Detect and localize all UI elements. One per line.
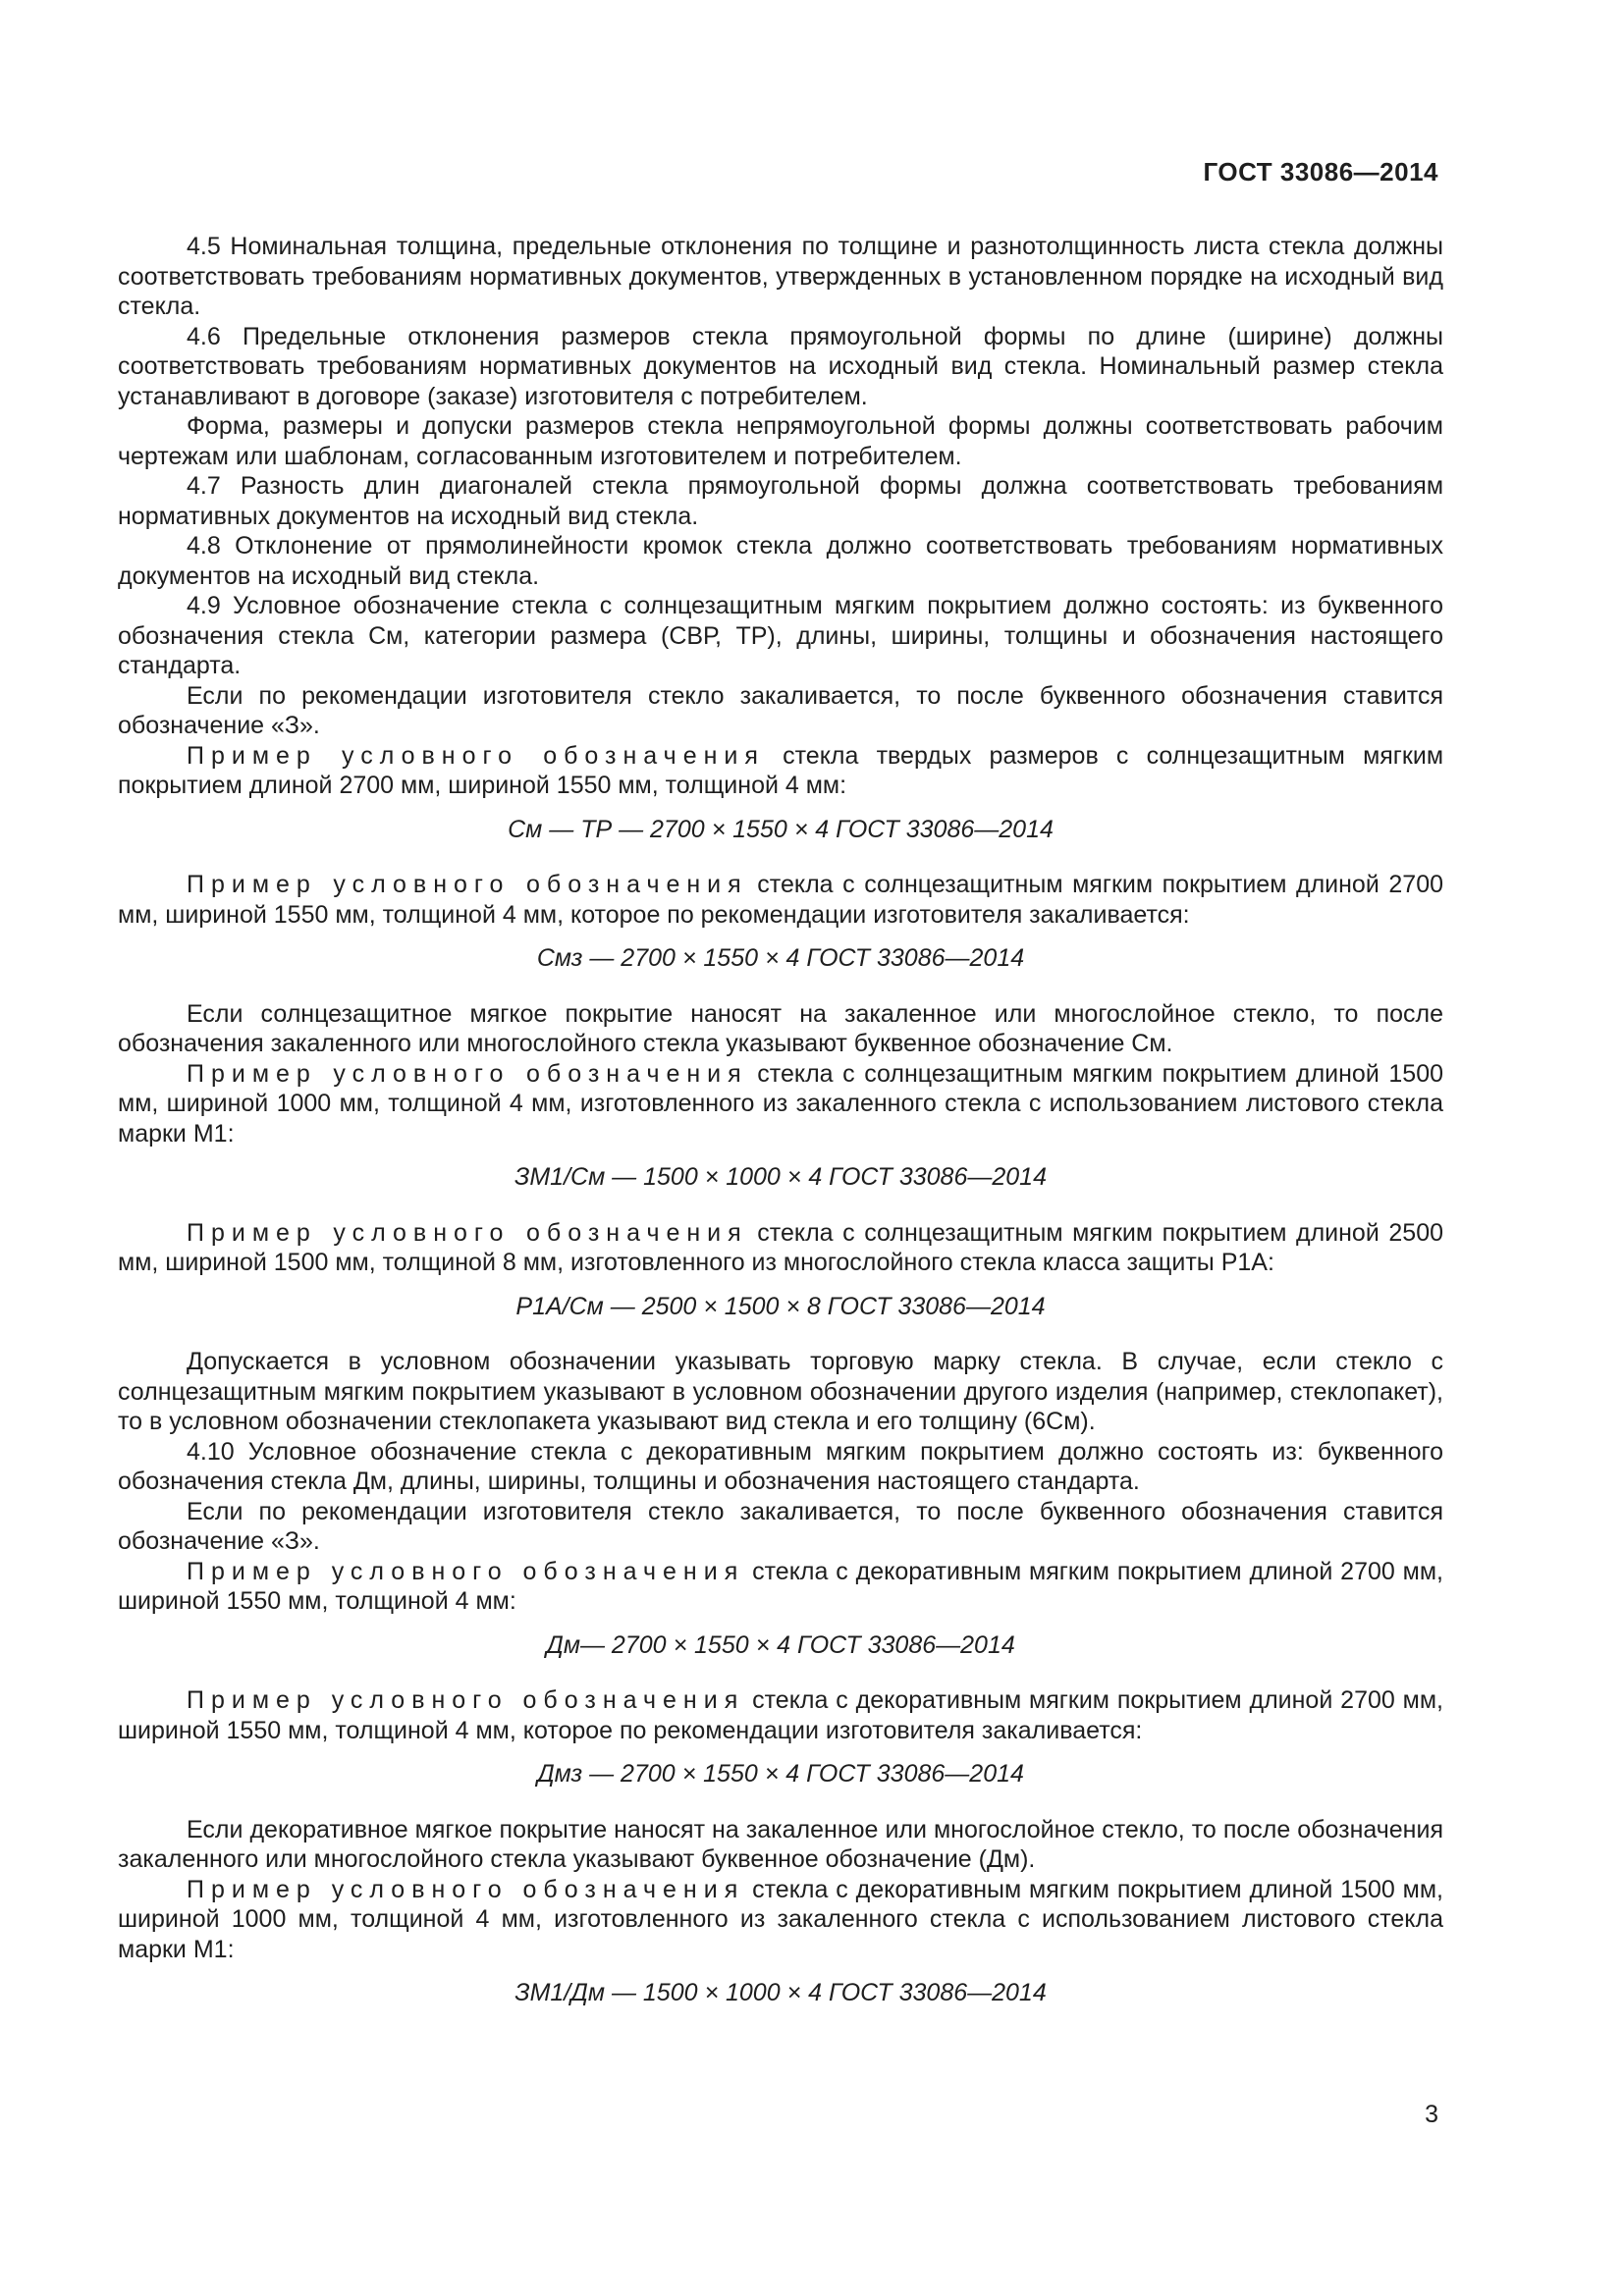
decorative-on-tempered-note: Если декоративное мягкое покрытие наносят на закаленное или многослойное стекло, то после обозначения закаленного или многослойного стекла указывают буквенное обозначение (Дм). — [118, 1815, 1443, 1873]
designation-formula: Дм— 2700 × 1550 × 4 ГОСТ 33086—2014 — [546, 1630, 1015, 1659]
designation-formula: Cм — ТР — 2700 × 1550 × 4 ГОСТ 33086—2014 — [508, 815, 1054, 843]
clause-4-10: 4.10 Условное обозначение стекла с декоративным мягким покрытием должно состоять из: буквенного обозначения стекла Дм, длины, ширины, толщины и обозначения настоящего стандарта. — [118, 1437, 1443, 1495]
example-text: стекла с декоративным мягким покрытием длиной 2700 мм, шириной 1550 мм, толщиной 4 мм: — [118, 1557, 1443, 1615]
designation-formula: Р1А/Cм — 2500 × 1500 × 8 ГОСТ 33086—2014 — [515, 1292, 1046, 1320]
designation-formula: Дмз — 2700 × 1550 × 4 ГОСТ 33086—2014 — [537, 1760, 1024, 1788]
clause-4-9-tempered-note: Если по рекомендации изготовителя стекло закаливается, то после буквенного обозначения ставится обозначение «З». — [118, 681, 1443, 739]
trademark-note: Допускается в условном обозначении указывать торговую марку стекла. В случае, если стекло с солнцезащитным мягким покрытием указывают в условном обозначении другого изделия (например, стеклопакет), то в условном обозначении стеклопакета указывают вид стекла и его толщину (6Cм). — [118, 1348, 1443, 1435]
example-label: Пример условного обозначения — [187, 1557, 745, 1585]
example-paragraph — [118, 1875, 1443, 1965]
designation-formula: Cмз — 2700 × 1550 × 4 ГОСТ 33086—2014 — [536, 944, 1025, 972]
example-paragraph — [118, 870, 1443, 930]
example-paragraph — [118, 1218, 1443, 1278]
document-body — [118, 232, 1443, 2034]
page-number: 3 — [1425, 2101, 1438, 2128]
clause-4-9: 4.9 Условное обозначение стекла с солнцезащитным мягким покрытием должно состоять: из буквенного обозначения стекла Cм, категории размера (СВР, ТР), длины, ширины, толщины и обозначения настоящего стандарта. — [118, 592, 1443, 679]
example-text: стекла с декоративным мягким покрытием длиной 1500 мм, шириной 1000 мм, толщиной 4 мм, изготовленного из закаленного стекла с использованием листового стекла марки М1: — [118, 1875, 1443, 1963]
example-text: стекла с солнцезащитным мягким покрытием длиной 2700 мм, шириной 1550 мм, толщиной 4 мм, которое по рекомендации изготовителя закаливается: — [118, 871, 1444, 929]
document-code-header: ГОСТ 33086—2014 — [1203, 157, 1438, 187]
clause-4-8: 4.8 Отклонение от прямолинейности кромок стекла должно соответствовать требованиям нормативных документов на исходный вид стекла. — [118, 532, 1443, 590]
example-text: стекла с солнцезащитным мягким покрытием длиной 1500 мм, шириной 1000 мм, толщиной 4 мм, изготовленного из закаленного стекла с использованием листового стекла марки М1: — [118, 1059, 1444, 1148]
example-paragraph — [118, 1557, 1443, 1617]
example-paragraph — [118, 741, 1443, 801]
example-text: стекла твердых размеров с солнцезащитным мягким покрытием длиной 2700 мм, шириной 1550 мм, толщиной 4 мм: — [118, 741, 1444, 799]
example-label: Пример условного обозначения — [187, 741, 765, 770]
designation-formula: ЗМ1/Cм — 1500 × 1000 × 4 ГОСТ 33086—2014 — [514, 1163, 1047, 1191]
example-label: Пример условного обозначения — [187, 1686, 745, 1714]
example-label: Пример условного обозначения — [187, 1059, 748, 1088]
example-paragraph — [118, 1685, 1443, 1745]
example-text: стекла с солнцезащитным мягким покрытием длиной 2500 мм, шириной 1500 мм, толщиной 8 мм, изготовленного из многослойного стекла класса защиты Р1А: — [118, 1218, 1444, 1276]
example-text: стекла с декоративным мягким покрытием длиной 2700 мм, шириной 1550 мм, толщиной 4 мм, которое по рекомендации изготовителя закаливается: — [118, 1686, 1443, 1744]
example-label: Пример условного обозначения — [187, 1218, 748, 1247]
clause-4-10-tempered-note: Если по рекомендации изготовителя стекло закаливается, то после буквенного обозначения ставится обозначение «З». — [118, 1497, 1443, 1555]
example-label: Пример условного обозначения — [187, 871, 748, 898]
designation-formula: ЗМ1/Дм — 1500 × 1000 × 4 ГОСТ 33086—2014 — [514, 1979, 1047, 2006]
clause-4-5: 4.5 Номинальная толщина, предельные отклонения по толщине и разнотолщинность листа стекла должны соответствовать требованиям нормативных документов, утвержденных в установленном порядке на исходный вид стекла. — [118, 233, 1443, 320]
clause-4-6-form: Форма, размеры и допуски размеров стекла непрямоугольной формы должны соответствовать рабочим чертежам или шаблонам, согласованным изготовителем и потребителем. — [118, 412, 1443, 470]
clause-4-7: 4.7 Разность длин диагоналей стекла прямоугольной формы должна соответствовать требованиям нормативных документов на исходный вид стекла. — [118, 472, 1443, 530]
coating-on-tempered-note: Если солнцезащитное мягкое покрытие наносят на закаленное или многослойное стекло, то после обозначения закаленного или многослойного стекла указывают буквенное обозначение Cм. — [118, 999, 1443, 1057]
clause-4-6: 4.6 Предельные отклонения размеров стекла прямоугольной формы по длине (ширине) должны соответствовать требованиям нормативных документов на исходный вид стекла. Номинальный размер стекла устанавливают в договоре (заказе) изготовителя с потребителем. — [118, 322, 1443, 410]
example-label: Пример условного обозначения — [187, 1875, 745, 1903]
example-paragraph — [118, 1059, 1443, 1149]
